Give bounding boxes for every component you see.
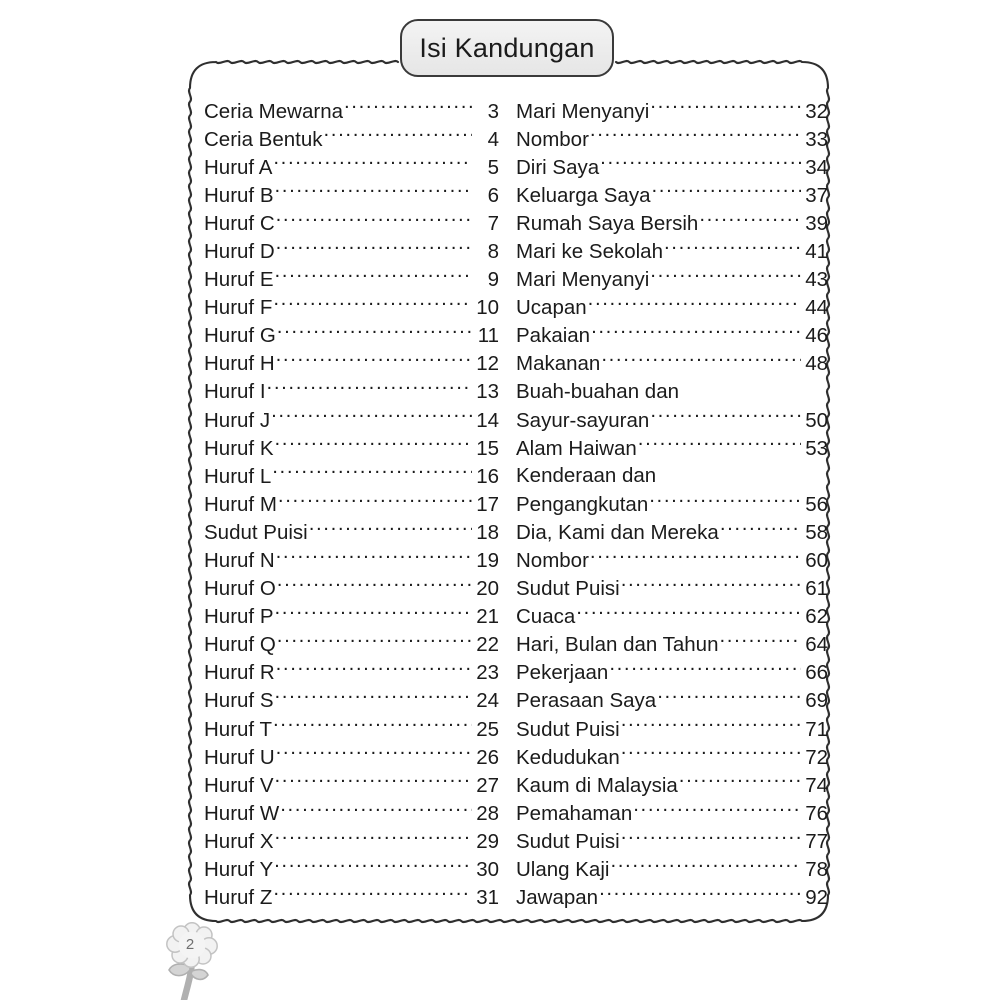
toc-entry-label: Huruf G [204, 324, 276, 348]
toc-entry-label: Huruf Z [204, 886, 273, 910]
toc-entry-label: Sudut Puisi [516, 829, 620, 853]
toc-entry[interactable] [204, 125, 499, 153]
toc-entry[interactable] [204, 827, 499, 855]
toc-dot-leader [275, 603, 473, 624]
toc-dot-leader [650, 97, 801, 118]
toc-entry[interactable] [516, 378, 828, 406]
toc-entry[interactable] [516, 181, 828, 209]
toc-dot-leader [277, 575, 472, 596]
toc-entry[interactable] [204, 350, 499, 378]
toc-entry[interactable] [204, 462, 499, 490]
toc-entry-page: 17 [476, 492, 499, 516]
toc-dot-leader [621, 715, 801, 736]
toc-dot-leader [657, 687, 801, 708]
toc-entry-page: 29 [476, 829, 499, 853]
toc-entry[interactable] [516, 237, 828, 265]
toc-entry[interactable] [516, 827, 828, 855]
toc-entry-page: 13 [476, 380, 499, 404]
toc-entry[interactable] [204, 659, 499, 687]
toc-entry-label: Kaum di Malaysia [516, 773, 678, 797]
toc-entry[interactable] [204, 406, 499, 434]
toc-entry[interactable] [516, 856, 828, 884]
toc-entry-page: 50 [805, 408, 828, 432]
toc-dot-leader [650, 406, 801, 427]
toc-entry-label: Huruf M [204, 492, 277, 516]
toc-dot-leader [273, 153, 472, 174]
toc-entry-page: 26 [476, 745, 499, 769]
toc-entry-page: 25 [476, 717, 499, 741]
toc-entry-page: 92 [805, 886, 828, 910]
toc-entry-label: Mari ke Sekolah [516, 239, 663, 263]
toc-entry[interactable] [516, 687, 828, 715]
toc-entry-label: Mari Menyanyi [516, 268, 650, 292]
toc-dot-leader [621, 743, 801, 764]
toc-dot-leader [272, 462, 472, 483]
toc-entry-page: 46 [805, 324, 828, 348]
toc-entry-label: Sudut Puisi [516, 717, 620, 741]
toc-dot-leader [650, 266, 801, 287]
toc-entry-label: Kedudukan [516, 745, 620, 769]
toc-entry-label: Pakaian [516, 324, 591, 348]
toc-entry-page: 8 [487, 239, 499, 263]
toc-entry[interactable] [204, 181, 499, 209]
toc-dot-leader [324, 125, 472, 146]
toc-dot-leader [271, 406, 472, 427]
toc-entry-page: 30 [476, 858, 499, 882]
toc-entry-label: Keluarga Saya [516, 183, 651, 207]
toc-entry-page: 39 [805, 211, 828, 235]
toc-dot-leader [601, 350, 801, 371]
toc-entry-label: Perasaan Saya [516, 689, 657, 713]
toc-entry-page: 10 [476, 296, 499, 320]
toc-entry[interactable] [516, 518, 828, 546]
toc-dot-leader [273, 884, 472, 905]
toc-entry-label: Cuaca [516, 605, 576, 629]
toc-entry-page: 58 [805, 520, 828, 544]
toc-entry-label: Huruf A [204, 155, 273, 179]
toc-entry-page: 56 [805, 492, 828, 516]
toc-dot-leader [309, 518, 472, 539]
toc-dot-leader [344, 97, 472, 118]
toc-dot-leader [275, 827, 473, 848]
toc-entry-page: 78 [805, 858, 828, 882]
page-number: 2 [185, 936, 195, 953]
toc-entry[interactable] [204, 378, 499, 406]
toc-dot-leader [275, 434, 473, 455]
toc-entry-page: 12 [476, 352, 499, 376]
toc-entry-page: 74 [805, 773, 828, 797]
toc-dot-leader [273, 715, 472, 736]
toc-entry-page: 64 [805, 633, 828, 657]
toc-dot-leader [276, 659, 472, 680]
toc-entry-page: 6 [487, 183, 499, 207]
toc-entry[interactable] [516, 97, 828, 125]
toc-entry-label: Huruf J [204, 408, 271, 432]
toc-entry[interactable] [204, 490, 499, 518]
toc-entry-page: 20 [476, 577, 499, 601]
toc-entry-label: Alam Haiwan [516, 436, 637, 460]
toc-entry-page: 77 [805, 829, 828, 853]
toc-dot-leader [649, 490, 801, 511]
toc-entry-label: Huruf F [204, 296, 273, 320]
toc-entry[interactable] [204, 266, 499, 294]
toc-entry-label: Rumah Saya Bersih [516, 211, 699, 235]
toc-entry-label: Sudut Puisi [516, 577, 620, 601]
toc-entry[interactable] [516, 603, 828, 631]
toc-entry[interactable] [204, 322, 499, 350]
toc-entry-page: 41 [805, 239, 828, 263]
toc-entry-page: 48 [805, 352, 828, 376]
toc-entry-page: 24 [476, 689, 499, 713]
toc-entry-page: 9 [487, 268, 499, 292]
toc-entry-label: Huruf V [204, 773, 274, 797]
toc-entry-page: 62 [805, 605, 828, 629]
toc-entry[interactable] [204, 237, 499, 265]
toc-entry-label: Ceria Bentuk [204, 127, 323, 151]
toc-entry[interactable] [204, 294, 499, 322]
toc-entry-page: 37 [805, 183, 828, 207]
toc-entry-label: Hari, Bulan dan Tahun [516, 633, 719, 657]
toc-dot-leader [621, 827, 801, 848]
toc-entry-label: Huruf T [204, 717, 272, 741]
toc-entry-page: 3 [487, 99, 499, 123]
toc-entry-page: 22 [476, 633, 499, 657]
toc-entry[interactable] [204, 715, 499, 743]
toc-entry-label: Sayur-sayuran [516, 408, 650, 432]
toc-entry-label: Sudut Puisi [204, 520, 308, 544]
toc-entry[interactable] [516, 743, 828, 771]
toc-entry-label: Ulang Kaji [516, 858, 610, 882]
toc-entry-page: 61 [805, 577, 828, 601]
toc-entry-label: Huruf S [204, 689, 274, 713]
toc-entry-page: 7 [487, 211, 499, 235]
page-title-chip [400, 19, 614, 77]
toc-dot-leader [277, 322, 472, 343]
toc-entry-label: Diri Saya [516, 155, 600, 179]
toc-entry-page: 28 [476, 801, 499, 825]
toc-entry[interactable] [204, 771, 499, 799]
toc-dot-leader [267, 378, 472, 399]
toc-entry-label: Ceria Mewarna [204, 99, 343, 123]
toc-entry-page: 23 [476, 661, 499, 685]
toc-dot-leader [275, 181, 473, 202]
toc-entry-page: 44 [805, 296, 828, 320]
toc-dot-leader [590, 547, 801, 568]
toc-entry-page: 27 [476, 773, 499, 797]
toc-entry-page: 33 [805, 127, 828, 151]
toc-entry[interactable] [516, 462, 828, 490]
toc-entry-label: Jawapan [516, 886, 599, 910]
toc-entry-label: Makanan [516, 352, 601, 376]
toc-entry[interactable] [204, 884, 499, 912]
toc-entry-page: 43 [805, 268, 828, 292]
toc-entry-label: Huruf C [204, 211, 275, 235]
toc-entry-page: 16 [476, 464, 499, 488]
toc-entry[interactable] [516, 799, 828, 827]
toc-entry[interactable] [516, 434, 828, 462]
toc-entry-label: Huruf Y [204, 858, 274, 882]
toc-entry-label: Huruf X [204, 829, 274, 853]
toc-dot-leader [609, 659, 801, 680]
toc-entry-label: Huruf R [204, 661, 275, 685]
toc-entry[interactable] [516, 659, 828, 687]
toc-dot-leader [699, 209, 801, 230]
toc-entry-label: Mari Menyanyi [516, 99, 650, 123]
toc-entry-label: Huruf E [204, 268, 274, 292]
toc-dot-leader [720, 518, 801, 539]
toc-entry[interactable] [516, 322, 828, 350]
toc-dot-leader [276, 350, 472, 371]
toc-entry-page: 60 [805, 549, 828, 572]
toc-entry-page: 32 [805, 99, 828, 123]
toc-entry-label: Huruf O [204, 577, 276, 601]
toc-entry[interactable] [204, 153, 499, 181]
toc-entry[interactable] [204, 209, 499, 237]
toc-entry-page: 72 [805, 745, 828, 769]
toc-dot-leader [720, 631, 802, 652]
toc-entry[interactable] [204, 631, 499, 659]
toc-entry-page: 71 [805, 717, 828, 741]
toc-dot-leader [633, 799, 801, 820]
toc-entry[interactable] [516, 490, 828, 518]
toc-entry[interactable] [204, 687, 499, 715]
toc-entry[interactable] [204, 799, 499, 827]
toc-entry-page: 14 [476, 408, 499, 432]
toc-entry-page: 11 [477, 324, 499, 348]
toc-entry[interactable] [204, 603, 499, 631]
toc-entry-page: 18 [476, 520, 499, 544]
toc-entry[interactable] [516, 125, 828, 153]
toc-entry-page: 15 [476, 436, 499, 460]
toc-entry-label: Huruf W [204, 801, 280, 825]
toc-entry-page: 5 [487, 155, 499, 179]
toc-entry[interactable] [516, 631, 828, 659]
toc-entry-label: Pekerjaan [516, 661, 609, 685]
toc-entry-label: Huruf D [204, 239, 275, 263]
toc-dot-leader [588, 294, 801, 315]
toc-entry-page: 53 [805, 436, 828, 460]
toc-entry-label: Buah-buahan dan [516, 379, 680, 403]
toc-entry-label: Huruf Q [204, 633, 276, 657]
toc-entry-page: 31 [476, 886, 499, 910]
toc-dot-leader [590, 125, 801, 146]
toc-entry-label: Pengangkutan [516, 492, 649, 516]
toc-entry[interactable] [516, 547, 828, 575]
toc-entry-label: Huruf K [204, 436, 274, 460]
toc-dot-leader [621, 575, 801, 596]
toc-entry-label: Huruf I [204, 380, 266, 404]
toc-entry-label: Nombor [516, 127, 589, 151]
toc-entry[interactable] [204, 518, 499, 546]
toc-dot-leader [638, 434, 801, 455]
toc-dot-leader [275, 687, 473, 708]
toc-dot-leader [591, 322, 801, 343]
page-title: Isi Kandungan [419, 32, 595, 63]
toc-entry-page: 21 [476, 605, 499, 629]
toc-entry[interactable] [516, 266, 828, 294]
toc-entry-label: Huruf P [204, 605, 274, 629]
toc-dot-leader [275, 266, 473, 287]
toc-entry-label: Huruf N [204, 549, 275, 572]
toc-column-right [516, 97, 828, 912]
toc-entry[interactable] [204, 856, 499, 884]
toc-entry-label: Huruf U [204, 745, 275, 769]
toc-dot-leader [276, 237, 472, 258]
toc-entry-page: 34 [805, 155, 828, 179]
toc-dot-leader [599, 884, 801, 905]
toc-entry[interactable] [516, 350, 828, 378]
toc-entry[interactable] [516, 294, 828, 322]
toc-dot-leader [277, 631, 472, 652]
toc-entry[interactable] [204, 434, 499, 462]
toc-entry-page: 66 [805, 661, 828, 685]
toc-column-left [204, 97, 499, 912]
toc-entry-label: Kenderaan dan [516, 464, 657, 488]
toc-dot-leader [679, 771, 801, 792]
flower-icon [152, 918, 228, 1000]
toc-entry[interactable] [516, 884, 828, 912]
toc-dot-leader [276, 209, 472, 230]
toc-entry-page: 76 [805, 801, 828, 825]
toc-entry[interactable] [204, 575, 499, 603]
toc-entry[interactable] [204, 97, 499, 125]
toc-entry-page: 4 [487, 127, 499, 151]
toc-dot-leader [273, 294, 472, 315]
toc-entry[interactable] [516, 209, 828, 237]
toc-entry[interactable] [516, 406, 828, 434]
toc-entry[interactable] [204, 547, 499, 575]
toc-entry-label: Huruf H [204, 352, 275, 376]
table-of-contents [204, 97, 829, 912]
toc-dot-leader [276, 743, 472, 764]
toc-dot-leader [664, 237, 801, 258]
toc-entry[interactable] [204, 743, 499, 771]
toc-dot-leader [600, 153, 801, 174]
toc-entry[interactable] [516, 771, 828, 799]
toc-entry-label: Huruf B [204, 183, 274, 207]
toc-entry-page: 69 [805, 689, 828, 713]
toc-entry[interactable] [516, 715, 828, 743]
toc-entry[interactable] [516, 575, 828, 603]
toc-entry[interactable] [516, 153, 828, 181]
toc-dot-leader [610, 856, 801, 877]
toc-dot-leader [651, 181, 801, 202]
toc-dot-leader [275, 771, 473, 792]
toc-dot-leader [576, 603, 801, 624]
toc-entry-label: Pemahaman [516, 801, 633, 825]
flower-page-ornament [152, 918, 228, 1000]
toc-entry-label: Huruf L [204, 464, 272, 488]
toc-dot-leader [280, 799, 472, 820]
toc-dot-leader [276, 547, 472, 568]
toc-entry-label: Nombor [516, 549, 589, 572]
toc-dot-leader [278, 490, 472, 511]
toc-entry-label: Dia, Kami dan Mereka [516, 520, 719, 544]
toc-entry-page: 19 [476, 549, 499, 572]
toc-entry-label: Ucapan [516, 296, 587, 320]
toc-dot-leader [274, 856, 472, 877]
